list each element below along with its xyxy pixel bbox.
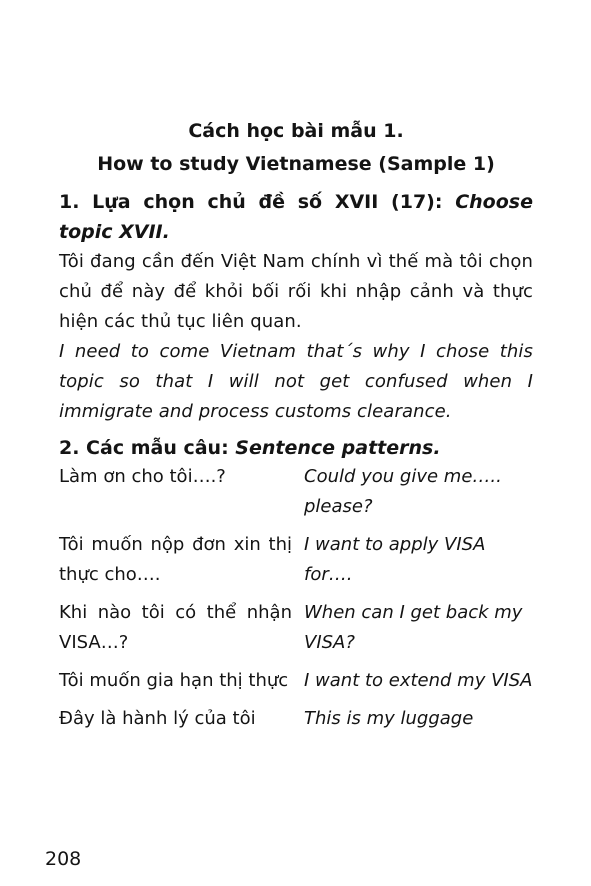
section2-heading: [59, 434, 533, 462]
table-row: [59, 522, 533, 590]
section1-heading-en: Choose topic XVII.: [59, 191, 533, 243]
pattern-vi: Làm ơn cho tôi….?: [59, 466, 226, 487]
section1-paragraph-vi: Tôi đang cần đến Việt Nam chính vì thế mà tôi chọn chủ để này để khỏi bối rối khi nhập cảnh và thực hiện các thủ tục liên quan.: [59, 251, 533, 332]
section1-paragraph-en: I need to come Vietnam that´s why I chose this topic so that I will not get confused when I immigrate and process customs clearance.: [59, 341, 533, 422]
section2-heading-en: Sentence patterns.: [235, 437, 441, 459]
table-row: [59, 590, 533, 658]
pattern-vi: Tôi muốn nộp đơn xin thị thực cho….: [59, 534, 292, 585]
table-row: [59, 696, 533, 734]
pattern-en: When can I get back my VISA?: [304, 602, 523, 653]
pattern-en: This is my luggage: [304, 708, 474, 729]
title-vietnamese: Cách học bài mẫu 1.: [188, 120, 404, 142]
page-content: [59, 115, 533, 734]
sentence-patterns-table: [59, 462, 533, 734]
pattern-vi: Đây là hành lý của tôi: [59, 708, 256, 729]
pattern-vi: Khi nào tôi có thể nhận VISA…?: [59, 602, 292, 653]
pattern-vi: Tôi muốn gia hạn thị thực: [59, 670, 289, 691]
table-row: [59, 658, 533, 696]
title-english: How to study Vietnamese (Sample 1): [97, 153, 495, 175]
section1-heading-vi: 1. Lựa chọn chủ đề số XVII (17):: [59, 191, 443, 213]
pattern-en: I want to extend my VISA: [304, 670, 533, 691]
page-number: 208: [45, 848, 82, 870]
section1-heading: [59, 187, 533, 247]
pattern-en: I want to apply VISA for….: [304, 534, 486, 585]
section2-heading-vi: 2. Các mẫu câu:: [59, 437, 229, 459]
pattern-en: Could you give me….. please?: [304, 466, 502, 517]
table-row: [59, 462, 533, 522]
